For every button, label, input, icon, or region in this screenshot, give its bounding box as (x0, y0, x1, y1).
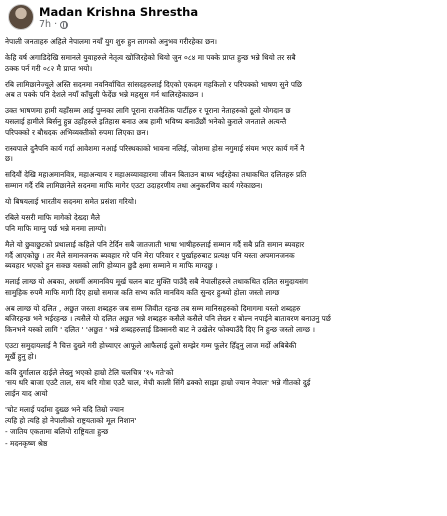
post-meta (39, 19, 68, 30)
globe-icon[interactable] (60, 21, 68, 29)
signature-line: - मदनकृष्ण श्रेष्ठ (5, 438, 48, 448)
post-paragraph: नेपाली जनताहरु अहिले नेपालमा नयाँ युग शुरु हुन लागको अनुभव गरीरहेका छन। (5, 37, 218, 46)
author-name[interactable]: Madan Krishna Shrestha (39, 5, 199, 19)
post-paragraph: केहि वर्ष अगाडिदेखि समानले युवाहरुले नेतृत्व खोजिरहेको थियो जुन ०८४ मा पक्के प्राप्त हुन्छ भन्ने थियो तर सबै ठक्क पर्न गरी ०८२ मै प्राप्त भयो। (5, 53, 296, 73)
post-header (8, 4, 439, 32)
list-item: - जातिय एकतामा बलियो राष्ट्रियता हुन्छ (5, 427, 109, 437)
post-paragraph: यो बिषयलाई भारतीय सदनमा समेत प्रसंशा गरियो। (5, 197, 137, 207)
post-paragraph: एउटा समुदायलाई नै चित्त दुख्ने गरी होच्याएर आफूले आफैलाई ठूलो सम्झेर गम्म फूलेर हिँड्नु लाज मर्दो अबिबेकी मूर्खै हुनु हो। (5, 341, 297, 361)
post-paragraph: 'चोट मलाई पर्दामा दुख्छ भने यदि तिम्रो ज्यान त्यहि हो त्यहि हो नेपालीको राष्ट्रयताको मूल निशान' (5, 405, 137, 425)
post-body (5, 37, 443, 451)
meta-separator: · (54, 19, 58, 30)
post-paragraph: अब लाग्छ यो दलित , अछुत जस्ता शब्दहरु जब सम्म जिवीत रहन्छ तब सम्म मानिसहरुको दिमागमा यस्तो शब्दहरु बजिरहन्छ भने भईरहन्छ । त्यसैले यो दलित अछुत भन्ने शब्दहरु कसैले कसैले पनि लेख्न र बोल्न नपाईने बातावरण बनाउनु पर्छ किनभने यस्को लागि ' दलित ' 'अछुत ' भन्ने शब्दहरुलाई डिक्सनरी बाट ने उखेलेर फोक्याउँदै दिए नि हुन्छ जस्तो लाग्छ । (5, 303, 331, 335)
post-paragraph: रबिले यसरी माफि मागेको देख्दा मैले पनि माफि माग्नु पर्छ भन्ने मनमा लाग्यो। (5, 213, 107, 233)
post-paragraph: रास्वपाले दुनैपनि कार्य गर्दा आवेशमा नआई परिस्थकाको भावना नलिई, जोशमा होस नगुमाई संयम भएर कार्य गर्ने नै छ। (5, 143, 305, 164)
post-paragraph: मैले यो छुवाछुटको प्रथालाई कहिले पनि टेर्दिन सबै जातजाती भाषा भाषीहरुलाई सम्मान गर्दै सबै प्रति समान ब्यवहार गर्दै आएकोछु । तर मैले समानजनक ब्यवहार गरे पनि मेरा परिवार र पुर्खाहरुबाट प्रत्यक्ष पनि यस्ता अपमानजनक ब्यवहार भएको हुन सक्छ यसको लागि होय्यान छुडै क्षमा सम्माने म माफि माग्दछु । (5, 239, 305, 271)
post-paragraph: रबि लामिछानेज्यूले अस्ति सदनमा नवनिर्वाचित सांसदहरुलाई दिएको एकदम गहकिलो र परिपक्को भाषण सुने पछि अब त पक्के पनि देशले नयाँ काँचुली फेर्देछ भन्ने महसुस गर्न थालिरहेकाछन । (5, 79, 302, 100)
avatar[interactable] (8, 4, 34, 30)
post-time[interactable]: 7h (39, 19, 52, 30)
post-paragraph: सदियौं देखि महाअमानवित्र, महाअन्याय र महाअव्यावहारमा जीवन बिताउन बाध्य भईरहेका तथाकथित दलितहरु प्रति सम्मान गर्दै रबि लामिछानेले सदनमा माफि मागेर एउटा उदाहरणीय तथा अनुकरणिय कार्य गरेकाछन। (5, 170, 307, 191)
post-paragraph: कवि दुर्गालाल दाईले लेख्नु भएको हाम्रो टेलि चलचित्र '१५ गते'को 'सय थरि बाजा एउटै ताल, सय थरि गोत्रा एउटै चाल, मेची काली सिंगै ढक्को साझा हाम्रो ज्यान नेपाल' भन्ने गीतको दुई लाईन याद आयो (5, 367, 311, 399)
post-paragraph: मलाई लाग्छ यो अबका, अधर्मी अमानविय मूर्ख चलन बाट मुक्ति पाउँदै सबै नेपालीहरुले तथाकथित दलित समुदायसंग सामुहिक रुपमै माफि मागी दिए हाम्रो समाज कति सभ्य कति मानविय कति सुन्दर हुन्थ्यो होला जस्तो लाग्छ (5, 277, 308, 297)
post-paragraph: उक्त भाषणमा हामी यहाँसम्म आई पुग्नका लागि पूराना राजनैतिक पार्टीहरु र पूराना नेताहरुको ठूलो योगदान छ यसलाई हामीले बिर्सनु हुन्न उहाँहरुले इतिहास बनाउ अब हामी भविष्य बनाउँछौं भनेको कुराले जनताले अत्यन्तै परिपक्को र बौधदक अभिव्यक्तीको रुपमा लिएका छन। (5, 106, 291, 137)
